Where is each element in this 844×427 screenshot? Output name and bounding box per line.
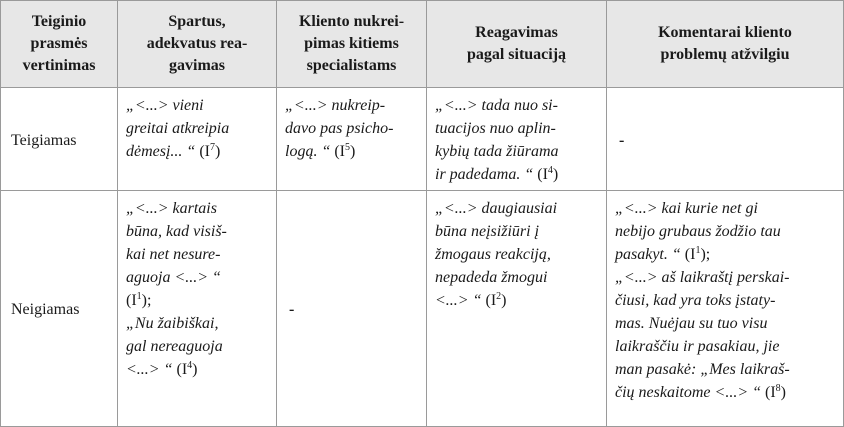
cell-neigiamas-situacija [427, 191, 607, 427]
citation-number: 5 [345, 142, 350, 153]
header-cell-spartus [118, 1, 277, 88]
quote-line: davo pas psicho- [285, 120, 394, 137]
quote-line: nepadeda žmogui [435, 269, 548, 286]
header-line: pimas kitiems [304, 35, 399, 52]
table-row-neigiamas [1, 191, 844, 427]
empty-dash: - [289, 301, 295, 318]
citation-close: ) [214, 143, 221, 160]
quote-line: būna, kad visiš- [126, 223, 227, 240]
citation-number: 8 [775, 383, 781, 394]
quote-line: <...> “ [126, 361, 173, 378]
header-cell-vertinimas [1, 1, 118, 88]
cell-teigiamas-situacija [427, 88, 607, 191]
cell-teigiamas-spartus [118, 88, 277, 191]
header-line: prasmės [30, 35, 88, 52]
citation-ref: (I [684, 246, 696, 263]
row-label: Neigiamas [11, 301, 80, 318]
header-line: pagal situaciją [466, 46, 567, 63]
header-line: Spartus, [168, 13, 226, 30]
quote-line: čių neskaitome <...> “ [615, 384, 762, 401]
header-line: Kliento nukrei- [298, 13, 405, 30]
header-line: Teiginio [31, 13, 87, 30]
cell-neigiamas-komentarai [607, 191, 844, 427]
row-label: Teigiamas [11, 131, 77, 149]
citation-ref: (I [765, 384, 776, 401]
citation-number: 4 [547, 165, 553, 176]
citation-close: ) [501, 292, 507, 309]
table-row-teigiamas [1, 88, 844, 191]
header-line: problemų atžvilgiu [660, 46, 790, 63]
quote-line: aguoja <...> “ [126, 269, 221, 286]
cell-neigiamas-spartus [118, 191, 277, 427]
citation-ref: (I [176, 361, 188, 378]
citation-ref: (I [485, 292, 497, 309]
citation-close: ) [552, 166, 559, 183]
header-cell-nukreipimas [277, 1, 427, 88]
row-label-neigiamas [1, 191, 118, 427]
quote-line: būna neįsižiūri į [435, 223, 540, 240]
quote-line: „Nu žaibiškai, [126, 315, 219, 332]
quote-line: dėmesį... “ [126, 143, 196, 160]
quote-line: „<...> kartais [126, 200, 217, 217]
cell-teigiamas-komentarai [607, 88, 844, 191]
quote-line: mas. Nuėjau su tuo visu [615, 315, 768, 332]
row-label-teigiamas [1, 88, 118, 191]
quote-line: „<...> tada nuo si- [435, 97, 558, 114]
quote-line: kai net nesure- [126, 246, 221, 263]
quote-line: čiusi, kad yra toks įstaty- [615, 292, 776, 309]
empty-dash: - [619, 131, 625, 149]
quote-line: ir padedama. “ [435, 166, 534, 183]
cell-teigiamas-nukreipimas [277, 88, 427, 191]
header-line: adekvatus rea- [146, 35, 248, 52]
citation-number: 2 [496, 291, 502, 302]
citation-ref: (I [126, 292, 137, 309]
quote-line: nebijo grubaus žodžio tau [615, 223, 781, 240]
quote-line: man pasakė: „Mes laikraš- [615, 361, 790, 378]
quote-line: pasakyt. “ [615, 246, 681, 263]
header-line: Komentarai kliento [658, 24, 792, 41]
citation-ref: (I [334, 143, 345, 160]
citation-number: 1 [695, 245, 701, 256]
citation-ref: (I [537, 166, 548, 183]
quote-line: žmogaus reakciją, [435, 246, 551, 263]
quote-line: „<...> daugiausiai [435, 200, 558, 217]
citation-close: ) [350, 143, 356, 160]
header-cell-komentarai [607, 1, 844, 88]
citation-number: 4 [187, 360, 193, 371]
quote-line: „<...> kai kurie net gi [615, 200, 758, 217]
header-line: gavimas [169, 57, 225, 74]
header-cell-situacija [427, 1, 607, 88]
citation-number: 1 [136, 291, 142, 302]
citation-close: ) [192, 361, 198, 378]
quote-line: <...> “ [435, 292, 482, 309]
quote-line: „<...> nukreip- [285, 97, 386, 114]
citation-close: ); [141, 292, 152, 309]
quote-line: greitai atkreipia [126, 120, 230, 137]
quote-line: logą. “ [285, 143, 331, 160]
header-line: specialistams [306, 57, 397, 74]
quote-line: laikraščiu ir pasakiau, jie [615, 338, 780, 355]
citation-number: 7 [209, 142, 215, 153]
quote-line: „<...> vieni [126, 97, 204, 114]
header-row [1, 1, 844, 88]
quote-line: gal nereaguoja [126, 338, 223, 355]
citation-close: ) [780, 384, 786, 401]
quote-line: „<...> aš laikraštį perskai- [615, 269, 790, 286]
citation-ref: (I [199, 143, 210, 160]
citation-close: ); [700, 246, 711, 263]
header-line: Reagavimas [475, 24, 558, 41]
header-line: vertinimas [22, 57, 96, 74]
quote-line: tuacijos nuo aplin- [435, 120, 556, 137]
quote-line: kybių tada žiūrama [435, 143, 559, 160]
cell-neigiamas-nukreipimas [277, 191, 427, 427]
